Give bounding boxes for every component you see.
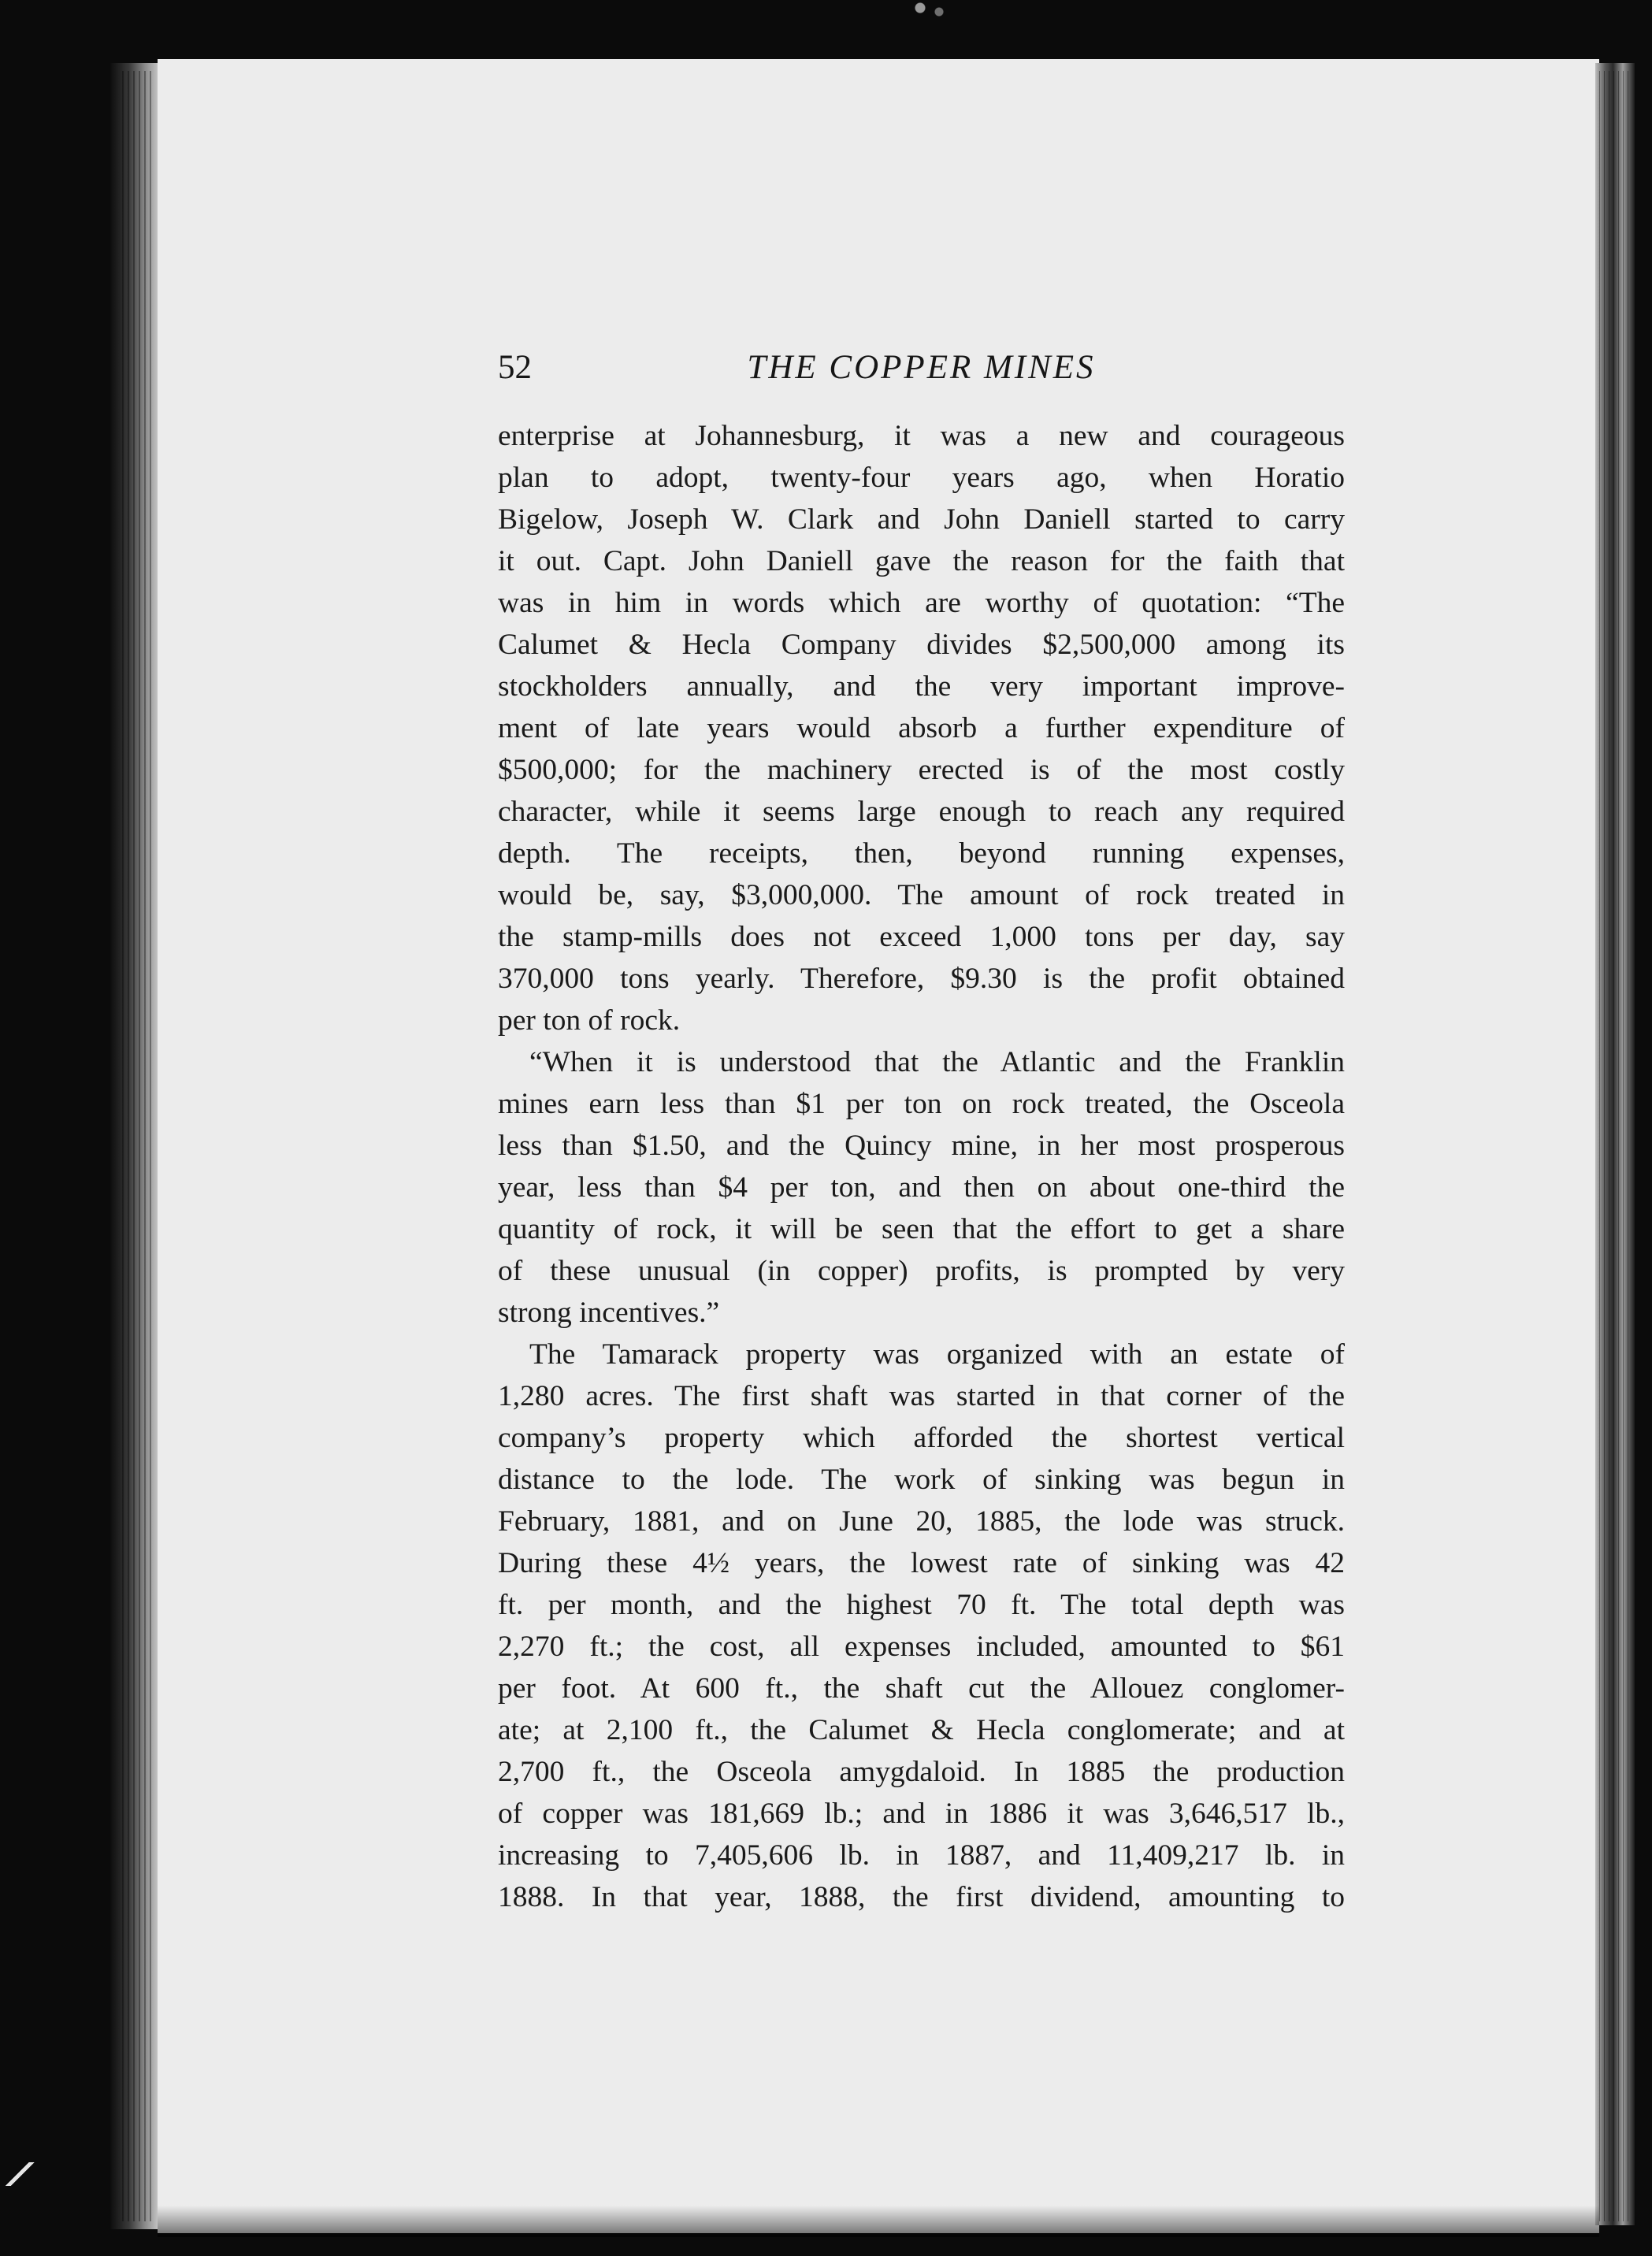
text-line: per foot. At 600 ft., the shaft cut the Allouez conglomer- bbox=[498, 1672, 1345, 1705]
text-line: 2,270 ft.; the cost, all expenses included, amounted to $61 bbox=[498, 1631, 1345, 1663]
text-line: less than $1.50, and the Quincy mine, in her most prosperous bbox=[498, 1130, 1345, 1162]
text-line: During these 4½ years, the lowest rate of sinking was 42 bbox=[498, 1547, 1345, 1579]
text-line: of copper was 181,669 lb.; and in 1886 it was 3,646,517 lb., bbox=[498, 1798, 1345, 1830]
text-line: the stamp-mills does not exceed 1,000 tons per day, say bbox=[498, 921, 1345, 953]
text-line: company’s property which afforded the shortest vertical bbox=[498, 1422, 1345, 1454]
text-line: mines earn less than $1 per ton on rock treated, the Osceola bbox=[498, 1088, 1345, 1120]
running-title: THE COPPER MINES bbox=[747, 349, 1096, 386]
text-line: it out. Capt. John Daniell gave the reason for the faith that bbox=[498, 545, 1345, 577]
scan-corner-mark bbox=[4, 2162, 35, 2186]
text-line: ment of late years would absorb a further expenditure of bbox=[498, 712, 1345, 744]
text-line: year, less than $4 per ton, and then on about one-third the bbox=[498, 1171, 1345, 1204]
text-line: 1888. In that year, 1888, the first dividend, amounting to bbox=[498, 1881, 1345, 1913]
text-line: 370,000 tons yearly. Therefore, $9.30 is the profit obtained bbox=[498, 963, 1345, 995]
text-line: Calumet & Hecla Company divides $2,500,000 among its bbox=[498, 629, 1345, 661]
text-line: depth. The receipts, then, beyond running expenses, bbox=[498, 837, 1345, 870]
text-line: distance to the lode. The work of sinking was begun in bbox=[498, 1464, 1345, 1496]
text-line: ft. per month, and the highest 70 ft. The total depth was bbox=[498, 1589, 1345, 1621]
text-line: 1,280 acres. The first shaft was started in that corner of the bbox=[498, 1380, 1345, 1412]
text-line: $500,000; for the machinery erected is of the most costly bbox=[498, 754, 1345, 786]
text-line: strong incentives.” bbox=[498, 1297, 720, 1329]
text-line: quantity of rock, it will be seen that the effort to get a share bbox=[498, 1213, 1345, 1245]
text-line: ate; at 2,100 ft., the Calumet & Hecla conglomerate; and at bbox=[498, 1714, 1345, 1746]
text-line: The Tamarack property was organized with an estate of bbox=[529, 1338, 1345, 1371]
page-header bbox=[498, 344, 1345, 391]
binding-page-edges bbox=[122, 71, 154, 2221]
text-line: was in him in words which are worthy of quotation: “The bbox=[498, 587, 1345, 619]
scan-speck bbox=[906, 0, 953, 20]
body-text bbox=[498, 415, 1345, 1918]
text-line: of these unusual (in copper) profits, is prompted by very bbox=[498, 1255, 1345, 1287]
text-line: plan to adopt, twenty-four years ago, when Horatio bbox=[498, 462, 1345, 494]
text-line: would be, say, $3,000,000. The amount of rock treated in bbox=[498, 879, 1345, 911]
page-bottom-shadow bbox=[158, 2206, 1599, 2237]
page-number: 52 bbox=[498, 349, 532, 386]
text-line: 2,700 ft., the Osceola amygdaloid. In 1885 the production bbox=[498, 1756, 1345, 1788]
text-line: per ton of rock. bbox=[498, 1004, 681, 1037]
text-line: character, while it seems large enough to reach any required bbox=[498, 796, 1345, 828]
text-line: increasing to 7,405,606 lb. in 1887, and 11,409,217 lb. in bbox=[498, 1839, 1345, 1872]
right-page-edges bbox=[1599, 71, 1631, 2221]
text-line: enterprise at Johannesburg, it was a new and courageous bbox=[498, 420, 1345, 452]
text-line: stockholders annually, and the very important improve- bbox=[498, 670, 1345, 703]
text-line: February, 1881, and on June 20, 1885, the lode was struck. bbox=[498, 1505, 1345, 1538]
text-line: “When it is understood that the Atlantic and the Franklin bbox=[529, 1046, 1345, 1078]
text-line: Bigelow, Joseph W. Clark and John Daniell started to carry bbox=[498, 503, 1345, 536]
